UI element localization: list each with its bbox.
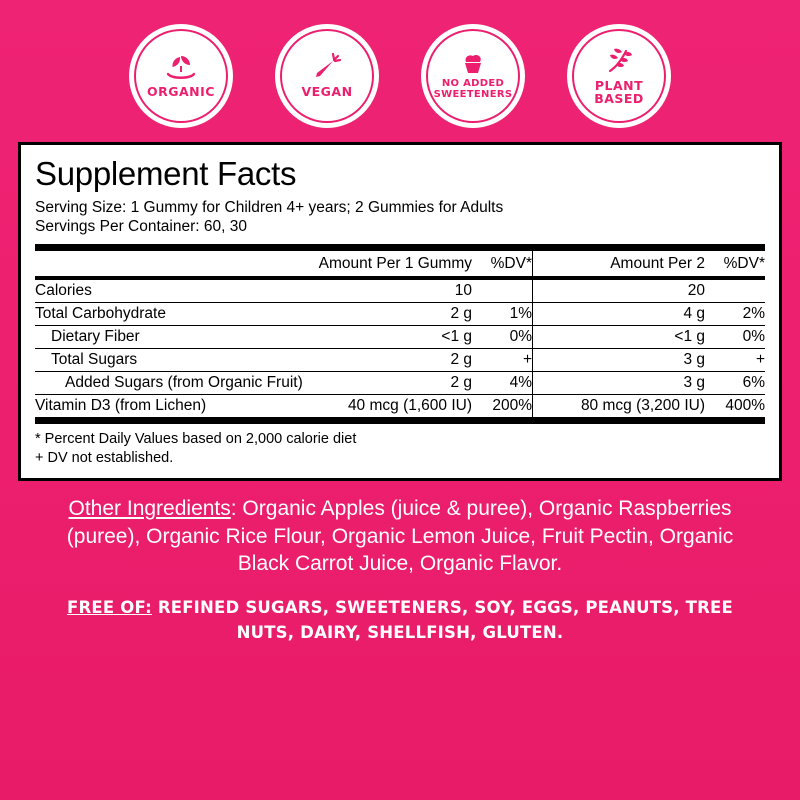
badge-label: PLANT BASED	[594, 77, 644, 106]
footnotes	[35, 424, 765, 468]
row-gap	[533, 303, 556, 326]
row-amount-1: 2 g	[319, 372, 476, 395]
row-dv-2: 2%	[709, 303, 765, 326]
row-amount-2: 20	[555, 278, 709, 303]
row-dv-1: 200%	[476, 395, 533, 421]
table-row	[35, 303, 765, 326]
row-dv-2: 6%	[709, 372, 765, 395]
row-amount-1: 2 g	[319, 303, 476, 326]
row-dv-2	[709, 278, 765, 303]
row-amount-2: <1 g	[555, 326, 709, 349]
row-amount-2: 80 mcg (3,200 IU)	[555, 395, 709, 421]
plant-sprig-icon	[602, 47, 636, 77]
panel-title: Supplement Facts	[35, 155, 297, 192]
supplement-facts-panel	[18, 142, 782, 481]
row-name: Dietary Fiber	[35, 326, 319, 349]
nutrition-table	[35, 251, 765, 424]
servings-per-container: Servings Per Container: 60, 30	[35, 218, 247, 236]
supplement-facts-panel-wrap	[0, 128, 800, 481]
row-amount-1: 10	[319, 278, 476, 303]
badge-organic	[129, 24, 233, 128]
header-gap	[533, 251, 556, 278]
row-name: Calories	[35, 278, 319, 303]
leaf-hand-icon	[163, 53, 199, 83]
row-amount-2: 4 g	[555, 303, 709, 326]
other-ingredients-label: Other Ingredients	[68, 496, 231, 520]
table-header-row	[35, 251, 765, 278]
badge-no-added-sweeteners	[421, 24, 525, 128]
badge-vegan	[275, 24, 379, 128]
badge-label: ORGANIC	[147, 84, 215, 100]
row-dv-2: +	[709, 349, 765, 372]
row-gap	[533, 326, 556, 349]
row-gap	[533, 395, 556, 421]
table-row	[35, 326, 765, 349]
badge-label: NO ADDED SWEETENERS	[433, 78, 513, 100]
row-amount-1: 2 g	[319, 349, 476, 372]
row-name: Added Sugars (from Organic Fruit)	[35, 372, 319, 395]
free-of-text: REFINED SUGARS, SWEETENERS, SOY, EGGS, PEANUTS, TREE NUTS, DAIRY, SHELLFISH, GLUTEN.	[151, 598, 733, 642]
badge-plant-based	[567, 24, 671, 128]
row-dv-1: +	[476, 349, 533, 372]
divider-thick	[35, 244, 765, 251]
table-row	[35, 395, 765, 421]
row-name: Vitamin D3 (from Lichen)	[35, 395, 319, 421]
row-name: Total Sugars	[35, 349, 319, 372]
footnote-daily-values: * Percent Daily Values based on 2,000 calorie diet	[35, 431, 357, 448]
header-name	[35, 251, 319, 278]
free-of-label: FREE OF:	[67, 598, 152, 618]
carrot-icon	[310, 53, 344, 83]
other-ingredients-text: : Organic Apples (juice & puree), Organic Raspberries (puree), Organic Rice Flour, Organic Lemon Juice, Fruit Pectin, Organic Black Carrot Juice, Organic Flavor.	[66, 496, 734, 576]
row-dv-1	[476, 278, 533, 303]
free-of	[0, 578, 800, 646]
row-gap	[533, 349, 556, 372]
row-dv-1: 4%	[476, 372, 533, 395]
row-dv-1: 1%	[476, 303, 533, 326]
badge-row	[0, 0, 800, 128]
footnote-dv-not-established: + DV not established.	[35, 450, 174, 467]
row-dv-2: 0%	[709, 326, 765, 349]
row-amount-2: 3 g	[555, 349, 709, 372]
table-row	[35, 349, 765, 372]
header-amount-2: Amount Per 2	[555, 251, 709, 278]
row-name: Total Carbohydrate	[35, 303, 319, 326]
other-ingredients	[0, 481, 800, 578]
row-amount-1: 40 mcg (1,600 IU)	[319, 395, 476, 421]
table-row	[35, 278, 765, 303]
row-dv-1: 0%	[476, 326, 533, 349]
row-dv-2: 400%	[709, 395, 765, 421]
serving-size: Serving Size: 1 Gummy for Children 4+ years; 2 Gummies for Adults	[35, 198, 504, 216]
row-amount-2: 3 g	[555, 372, 709, 395]
header-dv-2: %DV*	[709, 251, 765, 278]
row-amount-1: <1 g	[319, 326, 476, 349]
badge-label: VEGAN	[301, 84, 353, 100]
cupcake-icon	[458, 51, 488, 77]
table-row	[35, 372, 765, 395]
row-gap	[533, 372, 556, 395]
header-amount-1: Amount Per 1 Gummy	[319, 251, 476, 278]
header-dv-1: %DV*	[476, 251, 533, 278]
row-gap	[533, 278, 556, 303]
